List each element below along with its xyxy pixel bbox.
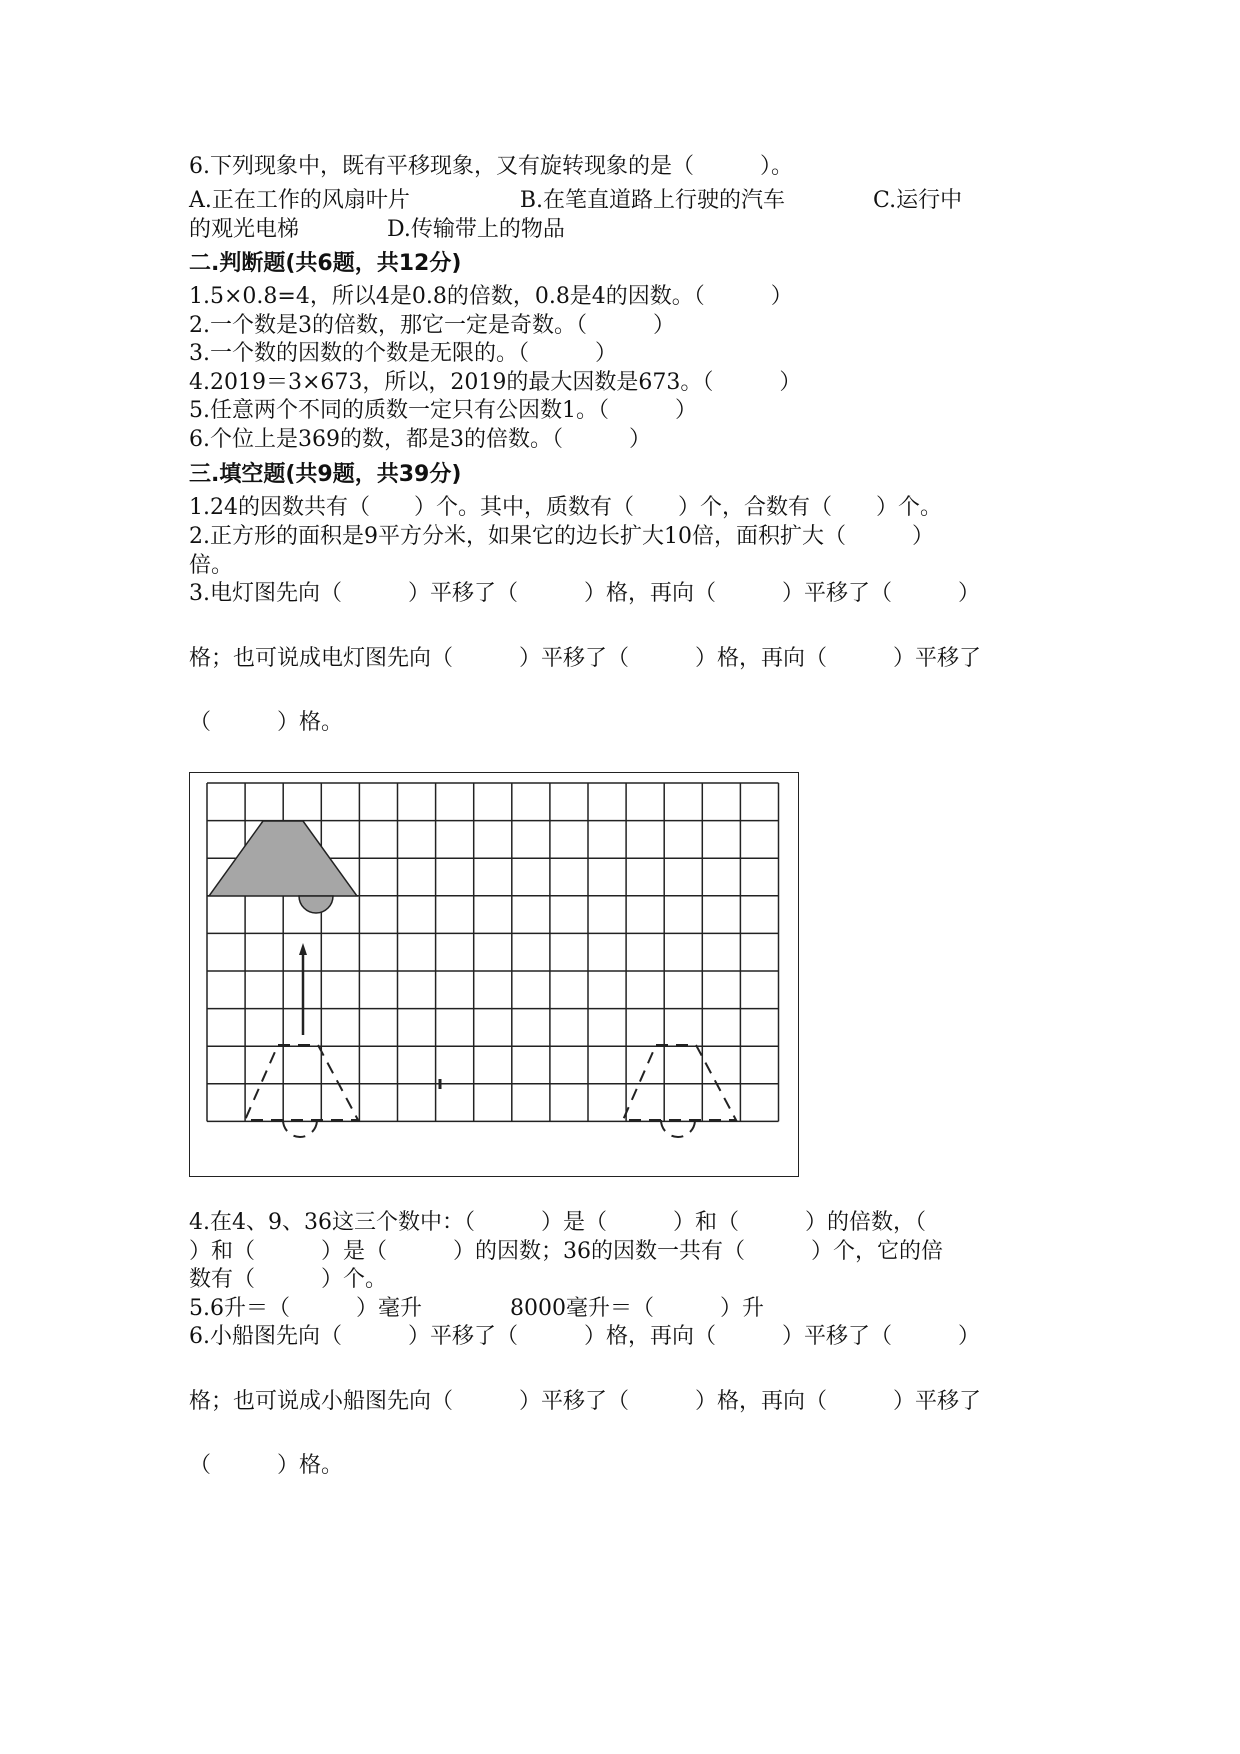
mc-question-6-options-line1: A.正在工作的风扇叶片 B.在笔直道路上行驶的汽车 C.运行中 — [189, 188, 963, 213]
section-3-heading: 三.填空题(共9题，共39分) — [189, 462, 462, 487]
judge-item-4: 4.2019＝3×673，所以，2019的最大因数是673。（ ） — [189, 370, 802, 395]
translation-grid-figure — [189, 772, 799, 1177]
fill-question-6-line3: （ ）格。 — [189, 1453, 344, 1478]
grid-drawing — [190, 773, 797, 1175]
fill-question-3-line2: 格；也可说成电灯图先向（ ）平移了（ ）格，再向（ ）平移了 — [189, 646, 982, 671]
fill-question-4-line1: 4.在4、9、36这三个数中：（ ）是（ ）和（ ）的倍数，（ — [189, 1210, 926, 1235]
arrow-up — [299, 943, 307, 1035]
lamp-bulb — [299, 896, 333, 913]
mc-question-6-stem: 6.下列现象中，既有平移现象，又有旋转现象的是（ ）。 — [189, 154, 793, 179]
fill-question-4-line2: ）和（ ）是（ ）的因数；36的因数一共有（ ）个，它的倍 — [189, 1239, 943, 1264]
fill-question-4-line3: 数有（ ）个。 — [189, 1267, 388, 1292]
judge-item-5: 5.任意两个不同的质数一定只有公因数1。（ ） — [189, 398, 697, 423]
fill-question-6-line1: 6.小船图先向（ ）平移了（ ）格，再向（ ）平移了（ ） — [189, 1324, 980, 1349]
fill-question-6-line2: 格；也可说成小船图先向（ ）平移了（ ）格，再向（ ）平移了 — [189, 1389, 982, 1414]
fill-question-3-line1: 3.电灯图先向（ ）平移了（ ）格，再向（ ）平移了（ ） — [189, 581, 980, 606]
judge-item-6: 6.个位上是369的数，都是3的倍数。（ ） — [189, 427, 651, 452]
fill-question-2-line2: 倍。 — [189, 553, 234, 578]
judge-item-1: 1.5×0.8=4，所以4是0.8的倍数，0.8是4的因数。（ ） — [189, 284, 793, 309]
section-2-heading: 二.判断题(共6题，共12分) — [189, 251, 462, 276]
fill-question-5: 5.6升＝（ ）毫升 8000毫升＝（ ）升 — [189, 1296, 764, 1321]
judge-item-2: 2.一个数是3的倍数，那它一定是奇数。（ ） — [189, 313, 675, 338]
mc-question-6-options-line2: 的观光电梯 D.传输带上的物品 — [189, 217, 565, 242]
lamp-dashed-left — [245, 1045, 358, 1137]
fill-question-1: 1.24的因数共有（ ）个。其中，质数有（ ）个，合数有（ ）个。 — [189, 495, 942, 520]
fill-question-2-line1: 2.正方形的面积是9平方分米，如果它的边长扩大10倍，面积扩大（ ） — [189, 524, 934, 549]
fill-question-3-line3: （ ）格。 — [189, 710, 344, 735]
lamp-dashed-right — [623, 1045, 736, 1137]
judge-item-3: 3.一个数的因数的个数是无限的。（ ） — [189, 341, 617, 366]
arrow-head — [299, 943, 307, 955]
